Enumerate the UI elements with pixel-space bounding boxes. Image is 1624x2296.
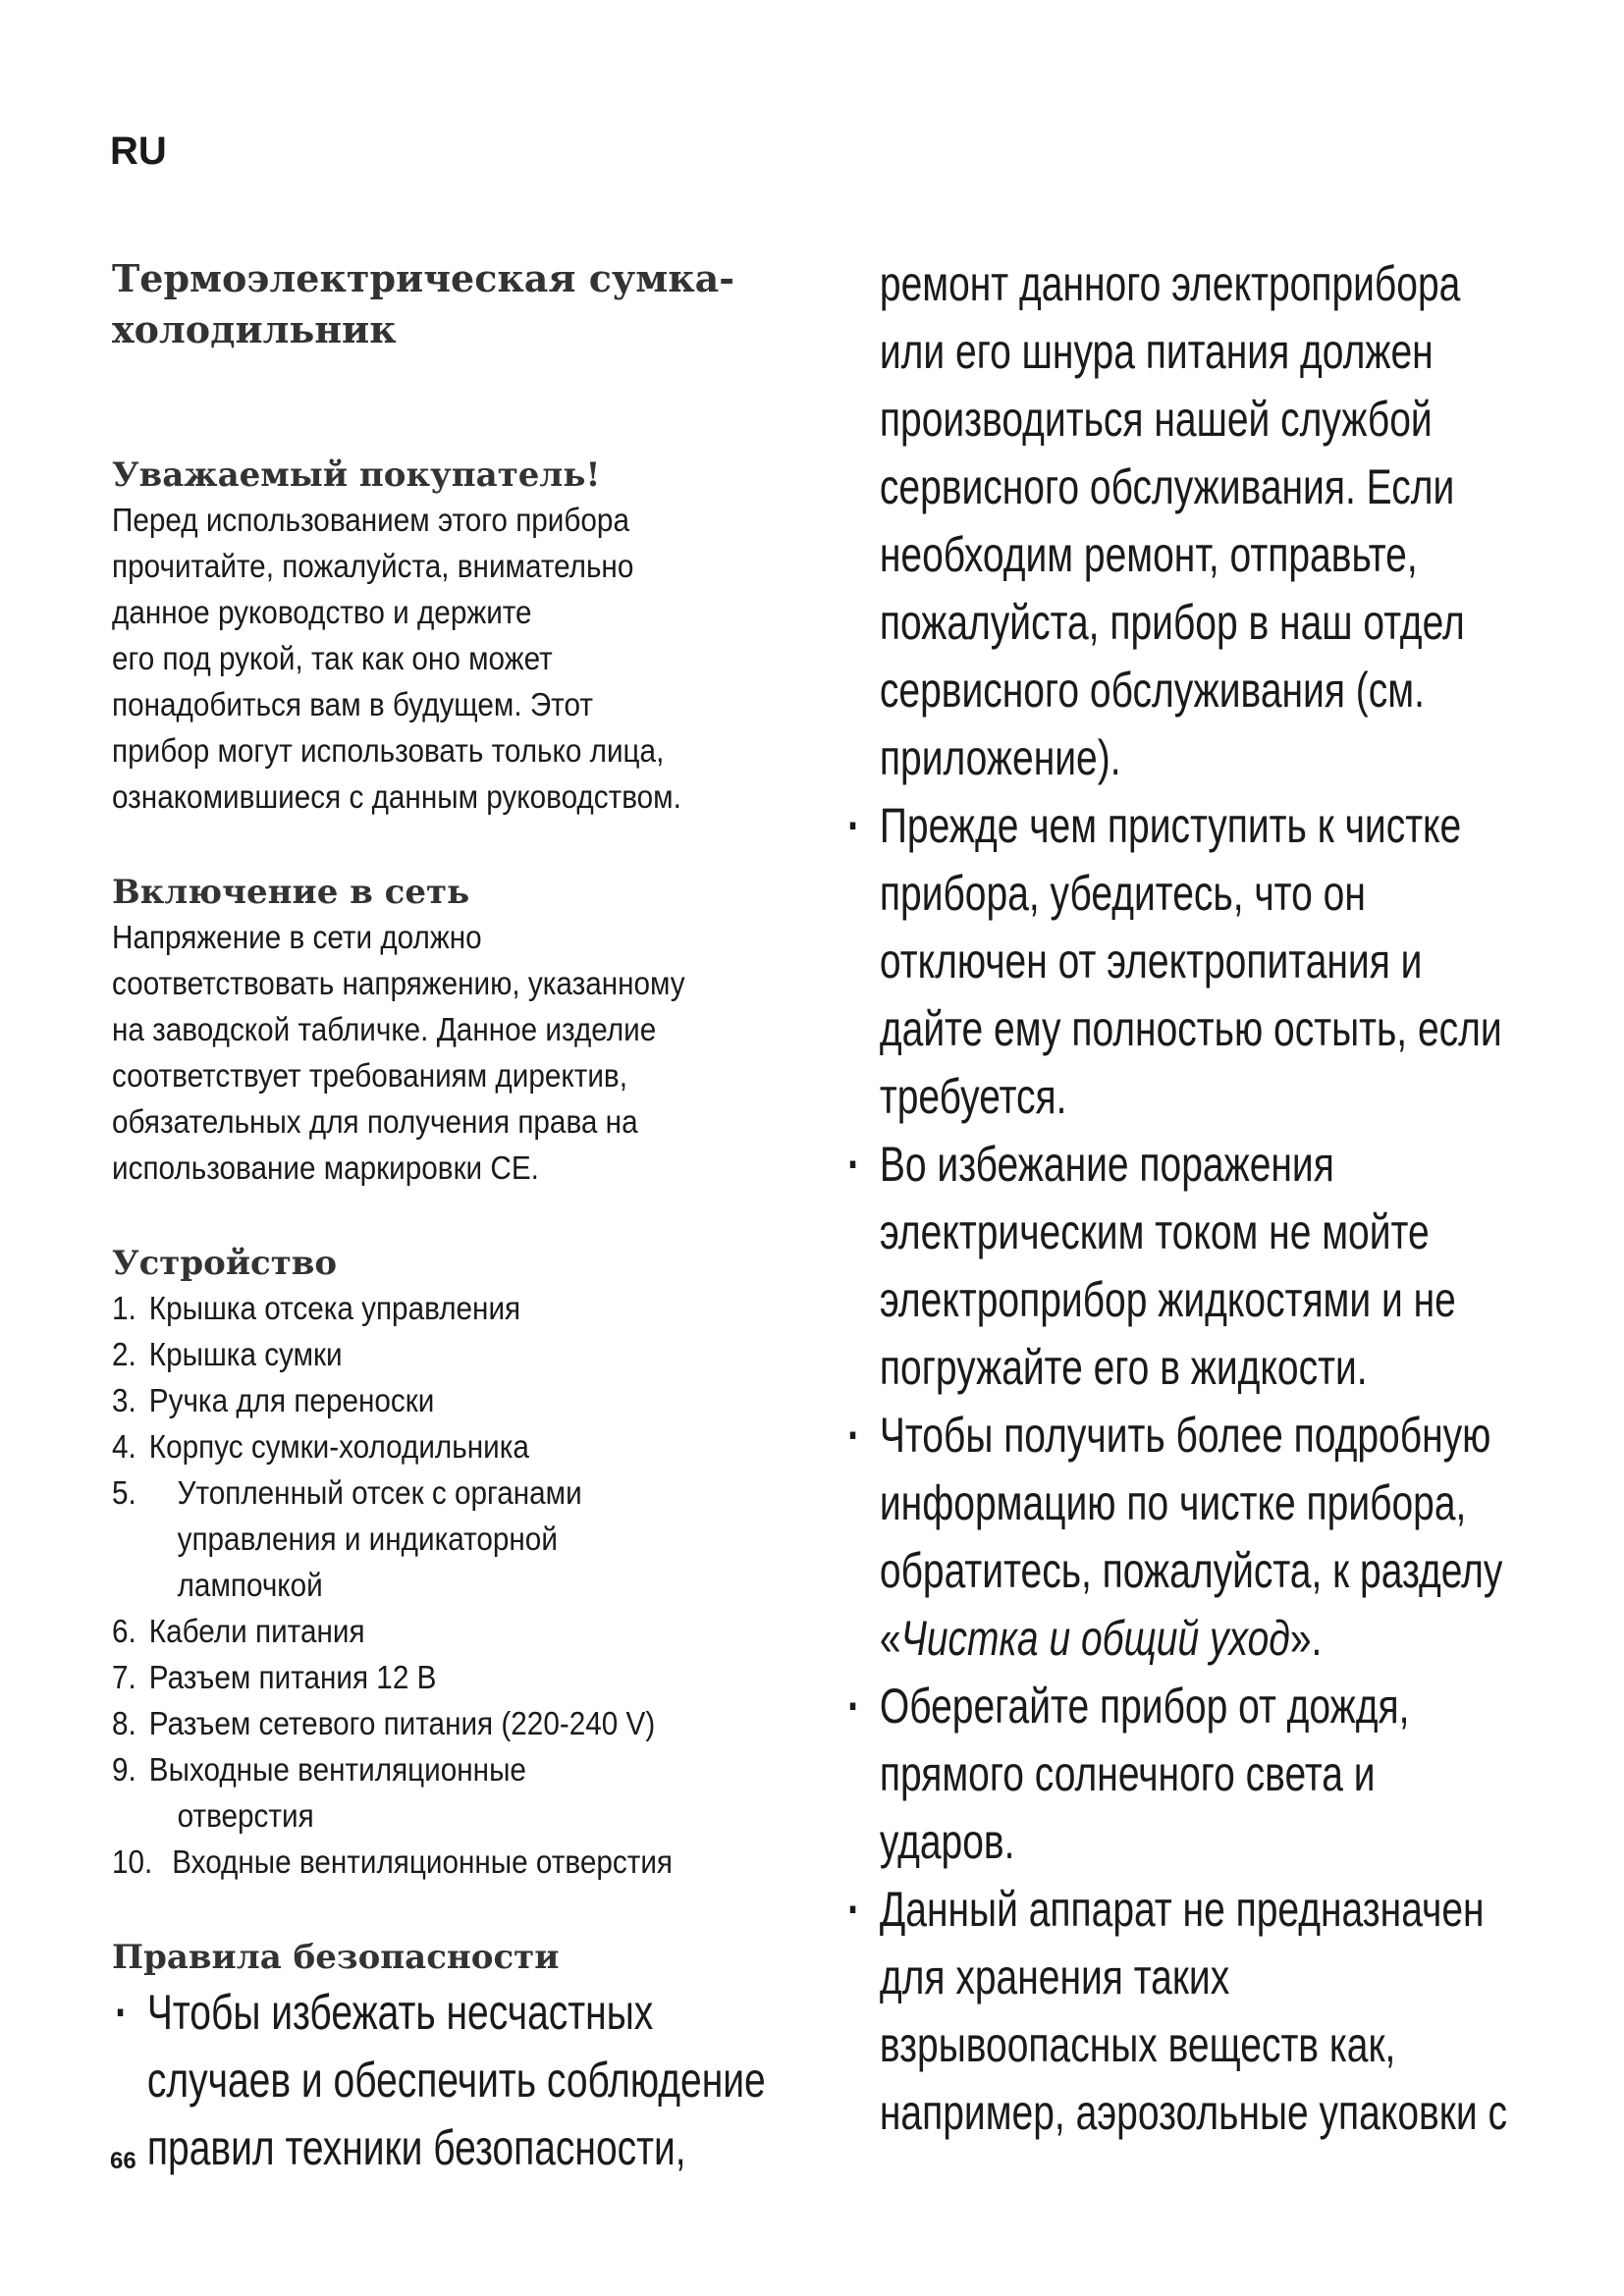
text-line: сервисного обслуживания. Если bbox=[879, 459, 1455, 514]
item-number: 8. bbox=[112, 1705, 136, 1741]
item-number: 9. bbox=[112, 1751, 136, 1788]
list-item bbox=[844, 792, 1502, 1131]
text-line: Чтобы получить более подробную bbox=[879, 1408, 1491, 1463]
item-text: Утопленный отсек с органами bbox=[177, 1474, 582, 1511]
safety-list-start bbox=[112, 1979, 766, 2182]
text-line: прочитайте, пожалуйста, внимательно bbox=[112, 548, 634, 584]
list-item bbox=[112, 1746, 748, 1839]
greeting-paragraph bbox=[112, 497, 748, 820]
text-line: требуется. bbox=[879, 1069, 1067, 1124]
text-line: Во избежание поражения bbox=[879, 1137, 1334, 1192]
item-number: 3. bbox=[112, 1382, 136, 1418]
text-line: Напряжение в сети должно bbox=[112, 919, 482, 955]
text-line: ударов. bbox=[879, 1814, 1015, 1869]
item-number: 2. bbox=[112, 1336, 136, 1372]
text-line: погружайте его в жидкости. bbox=[879, 1340, 1368, 1395]
title-line: Термоэлектрическая сумка- bbox=[112, 256, 735, 300]
list-item bbox=[112, 1423, 748, 1469]
text-line: использование маркировки CE. bbox=[112, 1149, 539, 1186]
item-number: 6. bbox=[112, 1613, 136, 1649]
list-item bbox=[112, 1654, 748, 1700]
power-heading: Включение в сеть bbox=[112, 873, 470, 912]
item-number: 4. bbox=[112, 1428, 136, 1465]
text-line: отключен от электропитания и bbox=[879, 934, 1423, 988]
list-item bbox=[844, 1673, 1410, 1876]
text-line: ремонт данного электроприбора bbox=[879, 256, 1461, 311]
list-item bbox=[112, 1700, 748, 1746]
text-line: обязательных для получения права на bbox=[112, 1103, 638, 1140]
language-code: RU bbox=[110, 130, 167, 173]
text-line: случаев и обеспечить соблюдение bbox=[146, 2053, 766, 2108]
item-number: 10. bbox=[112, 1843, 153, 1880]
item-text: Кабели питания bbox=[148, 1613, 365, 1649]
text-line: правил техники безопасности, bbox=[146, 2120, 686, 2175]
text-line bbox=[880, 1605, 1396, 1673]
list-item bbox=[112, 1285, 748, 1331]
text-line: Чтобы избежать несчастных bbox=[146, 1985, 654, 2040]
text-line: прямого солнечного света и bbox=[879, 1746, 1376, 1801]
item-text: управления и индикаторной bbox=[177, 1521, 558, 1557]
item-text: Крышка сумки bbox=[148, 1336, 343, 1372]
bullet-icon: · bbox=[847, 1408, 861, 1463]
text-line: для хранения таких bbox=[879, 1949, 1230, 2004]
text-line: Оберегайте прибор от дождя, bbox=[879, 1679, 1410, 1734]
title-line: холодильник bbox=[112, 307, 397, 351]
bullet-icon: · bbox=[847, 1882, 861, 1937]
text-line: ознакомившиеся с данным руководством. bbox=[112, 778, 681, 815]
list-item bbox=[112, 1377, 748, 1423]
text-line: понадобиться вам в будущем. Этот bbox=[112, 686, 593, 722]
text-line: соответствует требованиям директив, bbox=[112, 1057, 627, 1094]
safety-heading: Правила безопасности bbox=[112, 1938, 560, 1977]
continued-paragraph bbox=[844, 250, 1465, 792]
text-line: Прежде чем приступить к чистке bbox=[879, 798, 1462, 853]
text-line: необходим ремонт, отправьте, bbox=[879, 527, 1418, 582]
text-line: Перед использованием этого прибора bbox=[112, 502, 629, 538]
quote-close: ». bbox=[1289, 1611, 1323, 1666]
item-text: Входные вентиляционные отверстия bbox=[172, 1843, 673, 1880]
list-item bbox=[112, 1839, 748, 1885]
text-line: электрическим током не мойте bbox=[879, 1204, 1430, 1259]
bullet-icon: · bbox=[115, 1985, 129, 2040]
item-text: Корпус сумки-холодильника bbox=[148, 1428, 529, 1465]
greeting-heading: Уважаемый покупатель! bbox=[112, 455, 601, 495]
list-item bbox=[844, 1402, 1503, 1673]
text-line: на заводской табличке. Данное изделие bbox=[112, 1011, 657, 1047]
list-item bbox=[844, 1876, 1507, 2147]
right-column bbox=[844, 250, 1551, 2147]
item-text: Выходные вентиляционные bbox=[148, 1751, 526, 1788]
list-item bbox=[112, 1469, 748, 1608]
section-reference: Чистка и общий уход bbox=[900, 1611, 1290, 1666]
text-line: приложение). bbox=[879, 730, 1121, 785]
text-line: сервисного обслуживания (см. bbox=[879, 663, 1425, 718]
item-text: лампочкой bbox=[177, 1567, 323, 1603]
device-parts-list bbox=[112, 1285, 748, 1885]
text-line: Данный аппарат не предназначен bbox=[879, 1882, 1485, 1937]
bullet-icon: · bbox=[847, 1137, 861, 1192]
item-text: Ручка для переноски bbox=[148, 1382, 435, 1418]
item-text: Крышка отсека управления bbox=[148, 1290, 521, 1326]
text-line: электроприбор жидкостями и не bbox=[879, 1272, 1456, 1327]
text-line: обратитесь, пожалуйста, к разделу bbox=[879, 1543, 1503, 1598]
item-text: Разъем сетевого питания (220-240 V) bbox=[148, 1705, 656, 1741]
text-line: пожалуйста, прибор в наш отдел bbox=[879, 595, 1465, 650]
page-number: 66 bbox=[110, 2148, 136, 2174]
text-line: например, аэрозольные упаковки с bbox=[879, 2085, 1507, 2140]
text-line: прибора, убедитесь, что он bbox=[879, 866, 1366, 921]
bullet-icon: · bbox=[847, 1679, 861, 1734]
text-line: его под рукой, так как оно может bbox=[112, 640, 553, 676]
power-paragraph bbox=[112, 914, 748, 1191]
text-line: дайте ему полностью остыть, если bbox=[879, 1001, 1502, 1056]
list-item bbox=[112, 1979, 766, 2182]
text-line: данное руководство и держите bbox=[112, 594, 532, 630]
text-line: взрывоопасных веществ как, bbox=[879, 2017, 1396, 2072]
item-text: Разъем питания 12 В bbox=[148, 1659, 437, 1695]
item-text: отверстия bbox=[177, 1797, 314, 1834]
document-title bbox=[112, 253, 819, 355]
safety-list bbox=[844, 792, 1507, 2147]
text-line: или его шнура питания должен bbox=[879, 324, 1434, 379]
text-line: прибор могут использовать только лица, bbox=[112, 732, 665, 769]
quote-open: « bbox=[879, 1611, 901, 1666]
list-item bbox=[112, 1331, 748, 1377]
item-number: 1. bbox=[112, 1290, 136, 1326]
bullet-icon: · bbox=[847, 798, 861, 853]
device-heading: Устройство bbox=[112, 1244, 338, 1283]
item-number: 7. bbox=[112, 1659, 136, 1695]
list-item bbox=[844, 1131, 1456, 1402]
text-line: информацию по чистке прибора, bbox=[879, 1475, 1467, 1530]
left-column bbox=[112, 253, 819, 2182]
item-number: 5. bbox=[112, 1474, 136, 1511]
text-line: соответствовать напряжению, указанному bbox=[112, 965, 685, 1001]
list-item bbox=[112, 1608, 748, 1654]
text-line: производиться нашей службой bbox=[879, 392, 1433, 447]
